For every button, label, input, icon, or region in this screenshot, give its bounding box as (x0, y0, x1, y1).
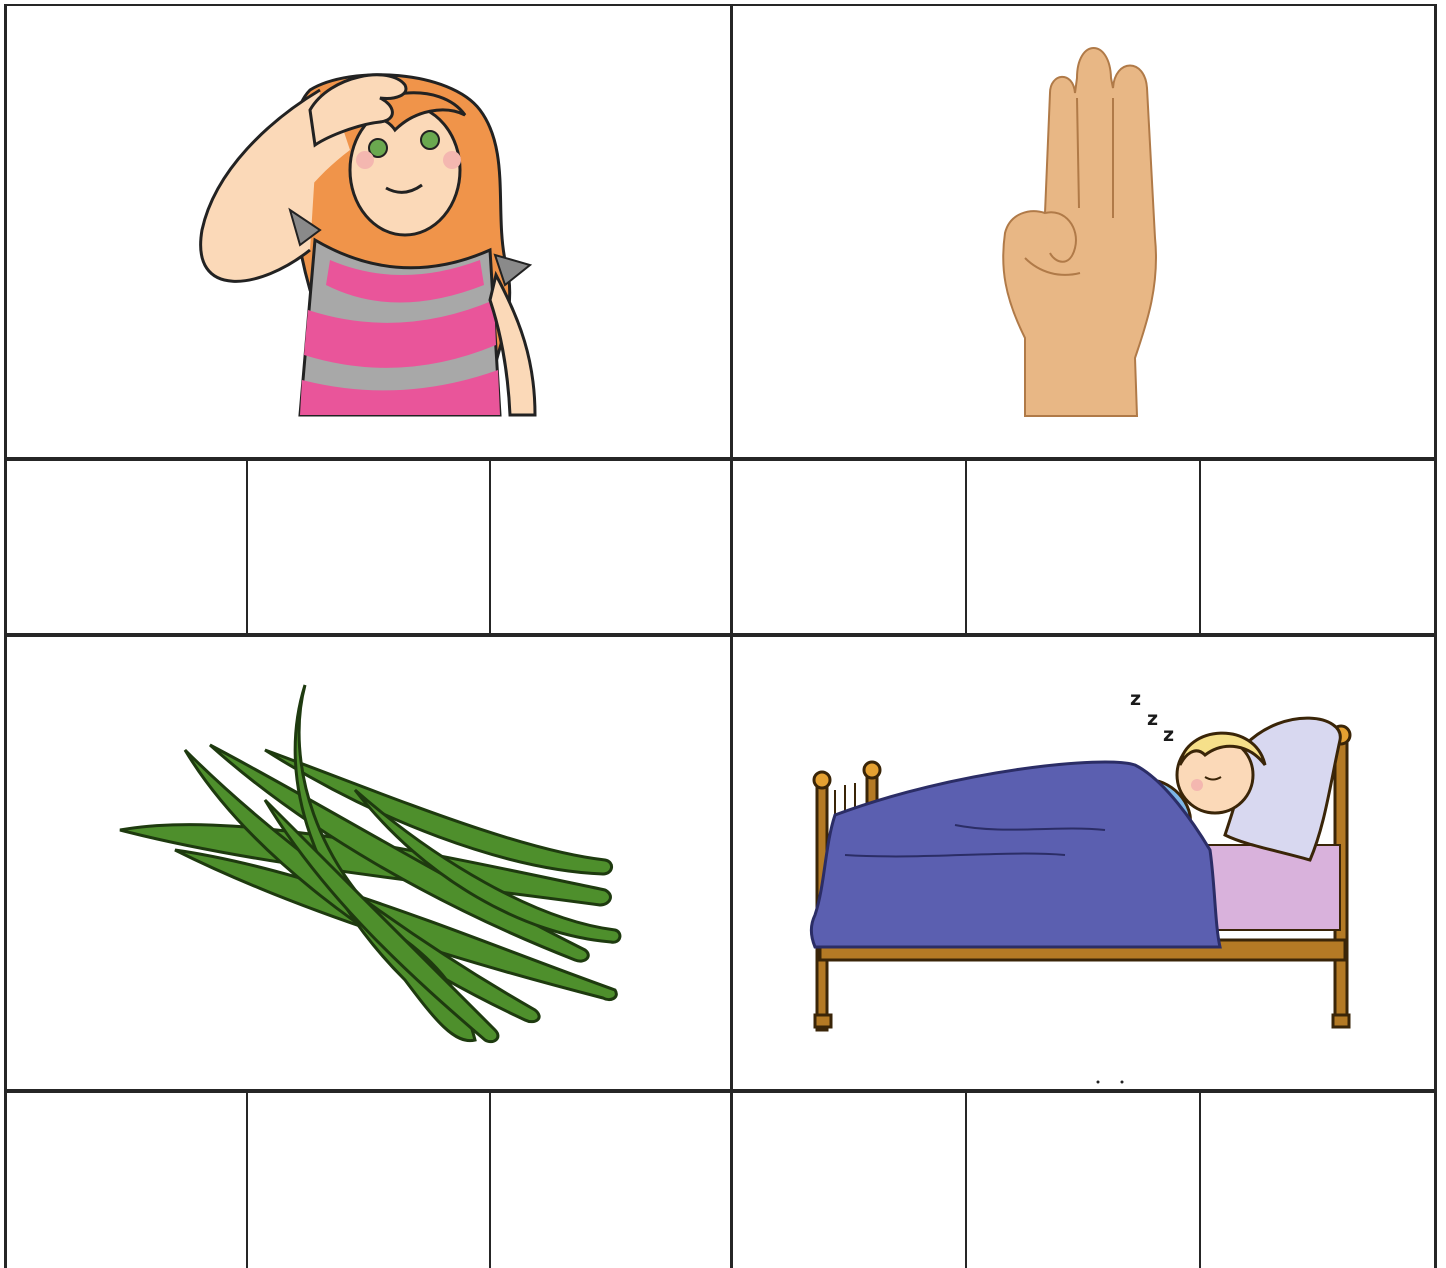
grid-line (4, 4, 1437, 6)
grid-line (489, 460, 491, 636)
letter-box[interactable] (735, 462, 965, 634)
grid-line (4, 633, 1437, 637)
grid-line (1199, 1092, 1201, 1268)
grid-line (4, 457, 1437, 461)
child-sleeping-in-bed-icon (805, 685, 1360, 1035)
letter-box[interactable] (250, 462, 488, 634)
letter-box[interactable] (735, 1094, 965, 1268)
letter-box[interactable] (492, 1094, 730, 1268)
grid-line (246, 460, 248, 636)
letter-box[interactable] (250, 1094, 488, 1268)
sleep-z-3: z (1163, 724, 1175, 746)
letter-box[interactable] (492, 462, 730, 634)
letter-box[interactable] (8, 462, 246, 634)
letter-box[interactable] (969, 462, 1199, 634)
grid-line (1199, 460, 1201, 636)
sleep-z-2: z (1147, 708, 1159, 730)
stray-mark (1096, 1071, 1126, 1075)
grid-line (965, 460, 967, 636)
letter-box[interactable] (1203, 462, 1433, 634)
letter-box[interactable] (8, 1094, 246, 1268)
sleep-z-1: z (1130, 688, 1142, 710)
three-fingers-hand-icon (995, 38, 1165, 418)
grid-line (246, 1092, 248, 1268)
letter-box[interactable] (969, 1094, 1199, 1268)
letter-box[interactable] (1203, 1094, 1433, 1268)
grid-line (4, 1089, 1437, 1093)
girl-touching-head-icon (190, 60, 550, 420)
grid-line (965, 1092, 967, 1268)
green-beans-icon (115, 680, 625, 1050)
grid-line (489, 1092, 491, 1268)
